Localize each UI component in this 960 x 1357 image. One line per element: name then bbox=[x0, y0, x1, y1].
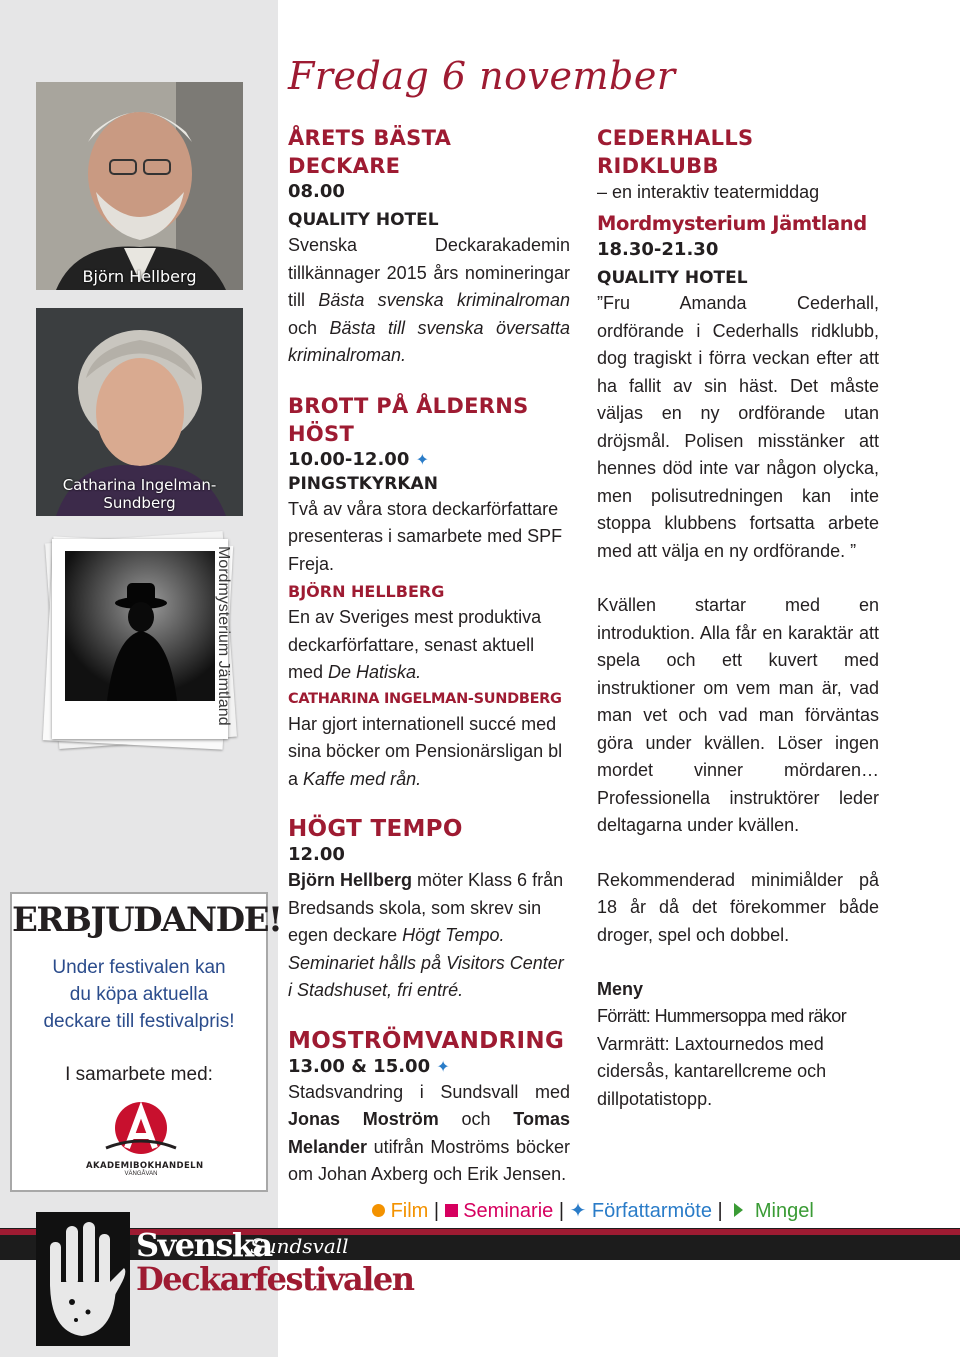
event-title: HÖGT TEMPO bbox=[288, 816, 463, 842]
handprint-icon bbox=[36, 1212, 130, 1346]
offer-line: deckare till festivalpris! bbox=[43, 1011, 235, 1032]
event-title: ÅRETS BÄSTA DECKARE bbox=[288, 126, 452, 178]
photo-bjorn-hellberg bbox=[36, 82, 243, 290]
event-time: 18.30-21.30 bbox=[597, 239, 719, 260]
partner-logo-sub: VÄNGÅVAN bbox=[124, 1171, 158, 1177]
event-text: och bbox=[461, 1109, 491, 1129]
mingel-triangle-icon bbox=[734, 1203, 743, 1217]
polaroid-caption: Mordmysterium Jämtland bbox=[215, 546, 232, 726]
film-dot-icon bbox=[372, 1204, 385, 1217]
author-bio-text: En av Sveriges mest produktiva deckarförfattare, senast aktuell med bbox=[288, 607, 542, 682]
partner-logo bbox=[86, 1100, 204, 1180]
akademibokhandeln-logo-icon bbox=[86, 1100, 196, 1156]
event-mostromvandring bbox=[288, 1027, 570, 1189]
event-hogt-tempo bbox=[288, 815, 570, 1005]
brand-line2: Deckarfestivalen bbox=[136, 1260, 414, 1298]
author-bio bbox=[288, 711, 570, 794]
event-time bbox=[288, 1055, 570, 1079]
event-venue: QUALITY HOTEL bbox=[288, 210, 439, 230]
event-description bbox=[288, 1079, 570, 1189]
forfattarmote-star-icon: ✦ bbox=[436, 1056, 450, 1076]
polaroid-stack bbox=[44, 535, 234, 747]
category-legend: Film | Seminarie | ✦ Författarmöte | Mingel bbox=[372, 1196, 814, 1226]
event-time: 08.00 bbox=[288, 181, 345, 202]
book-title: Kaffe med rån. bbox=[303, 768, 422, 789]
event-title: BROTT PÅ ÅLDERNS HÖST bbox=[288, 393, 529, 446]
event-title-secondary: Mordmysterium Jämtland bbox=[597, 212, 867, 235]
seminarie-square-icon bbox=[445, 1204, 458, 1217]
day-title: Fredag 6 november bbox=[288, 54, 676, 98]
award-title: Bästa svenska kriminalroman bbox=[318, 290, 570, 310]
legend-label-forfattarmote: Författarmöte bbox=[591, 1200, 712, 1222]
event-text: Stadsvandring i Sundsvall med bbox=[288, 1081, 570, 1102]
menu-title: Meny bbox=[597, 979, 644, 999]
person-name: Björn Hellberg bbox=[288, 870, 413, 890]
brand-line1: Svenska bbox=[136, 1226, 272, 1264]
photo-caption-bjorn: Björn Hellberg bbox=[82, 267, 197, 286]
event-text: utifrån Moströms böcker om Johan Axberg och Erik Jensen. bbox=[288, 1136, 570, 1184]
author-name: BJÖRN HELLBERG bbox=[288, 582, 445, 601]
author-name: CATHARINA INGELMAN-SUNDBERG bbox=[288, 690, 562, 707]
partner-label: I samarbete med: bbox=[65, 1064, 213, 1085]
photo-caption-catharina: Catharina Ingelman-Sundberg bbox=[62, 476, 217, 512]
event-time-value: 13.00 & 15.00 bbox=[288, 1055, 431, 1077]
forfattarmote-star-icon: ✦ bbox=[415, 449, 430, 469]
event-arets-basta-deckare bbox=[288, 124, 570, 370]
book-title: Högt Tempo. bbox=[402, 925, 505, 945]
event-text: möter Klass 6 från Bredsands skola, som skrev sin egen deckare bbox=[288, 870, 564, 945]
legend-label-seminarie: Seminarie bbox=[463, 1200, 554, 1222]
author-bio-text: Har gjort internationell succé med sina böcker om Pensionärsligan bl a bbox=[288, 713, 563, 789]
award-title: Bästa till svenska översatta kriminalroman. bbox=[288, 317, 570, 365]
event-description: Två av våra stora deckarförfattare presenteras i samarbete med SPF Freja. bbox=[288, 498, 563, 574]
offer-line: Under festivalen kan bbox=[52, 957, 226, 978]
menu-starter: Förrätt: Hummersoppa med räkor bbox=[597, 1006, 847, 1026]
event-cederhalls-ridklubb bbox=[597, 124, 879, 1113]
event-quote: ”Fru Amanda Cederhall, ordförande i Cederhalls ridklubb, dog tragiskt i förra veckan efter att ha fallit av sin häst. Det måste väljas en ny ordförande utan dröjsmål. Polisen misstänker att hennes död inte var någon olycka, men polisutredningen kan inte stoppa klubbens fortsatta arbete med att välja en ny ordförande. ” bbox=[597, 293, 879, 561]
age-recommendation: Rekommenderad minimiålder på 18 år då det förekommer både droger, spel och dobbel. bbox=[597, 869, 879, 945]
person-name: Jonas Moström bbox=[288, 1109, 439, 1129]
event-title: CEDERHALLS RIDKLUBB bbox=[597, 126, 754, 178]
brand-city: Sundsvall bbox=[250, 1234, 349, 1258]
event-text: och bbox=[288, 317, 318, 338]
offer-box bbox=[10, 892, 282, 1192]
partner-logo-text: AKADEMIBOKHANDELN bbox=[86, 1161, 204, 1171]
noir-silhouette-image bbox=[65, 551, 215, 701]
offer-line: du köpa aktuella bbox=[69, 984, 209, 1005]
offer-title: ERBJUDANDE! bbox=[12, 900, 282, 940]
sidebar bbox=[0, 0, 282, 1357]
portrait-man-image bbox=[36, 82, 243, 290]
legend-label-mingel: Mingel bbox=[754, 1200, 814, 1222]
legend-label-film: Film bbox=[390, 1200, 429, 1222]
event-time: 12.00 bbox=[288, 844, 345, 865]
event-description bbox=[288, 867, 570, 1005]
event-description: Kvällen startar med en introduktion. Alla får en karaktär att spela och ett kuvert med instruktioner om vem man är, vad man vet och vad man förväntas göra under kvällen. Löser ingen mordet vinner mördaren… Professionella instruktörer leder deltagarna under kvällen. bbox=[597, 595, 879, 835]
forfattarmote-star-icon: ✦ bbox=[569, 1200, 587, 1222]
event-venue: PINGSTKYRKAN bbox=[288, 473, 438, 494]
event-description bbox=[288, 232, 570, 370]
author-bio bbox=[288, 604, 570, 687]
offer-text bbox=[12, 954, 266, 1035]
event-text: Svenska Deckarakademin tillkännager 2015 års nomineringar till bbox=[288, 235, 570, 310]
event-time-value: 10.00-12.00 bbox=[288, 448, 410, 470]
photo-catharina-ingelman-sundberg bbox=[36, 308, 243, 516]
festival-logo bbox=[36, 1212, 130, 1346]
event-venue: QUALITY HOTEL bbox=[597, 268, 748, 288]
event-brott-pa-alderns-host bbox=[288, 392, 570, 794]
event-note: Seminariet hålls på Visitors Center i Stadshuset, fri entré. bbox=[288, 952, 564, 1000]
menu-main: Varmrätt: Laxtournedos med cidersås, kantarellcreme och dillpotatistopp. bbox=[597, 1033, 827, 1109]
event-subtitle: – en interaktiv teatermiddag bbox=[597, 182, 820, 202]
event-time bbox=[288, 448, 570, 472]
book-title: De Hatiska. bbox=[328, 662, 422, 682]
event-title: MOSTRÖMVANDRING bbox=[288, 1027, 565, 1054]
person-name: Tomas Melander bbox=[288, 1109, 570, 1157]
events-column-left bbox=[288, 124, 570, 1189]
